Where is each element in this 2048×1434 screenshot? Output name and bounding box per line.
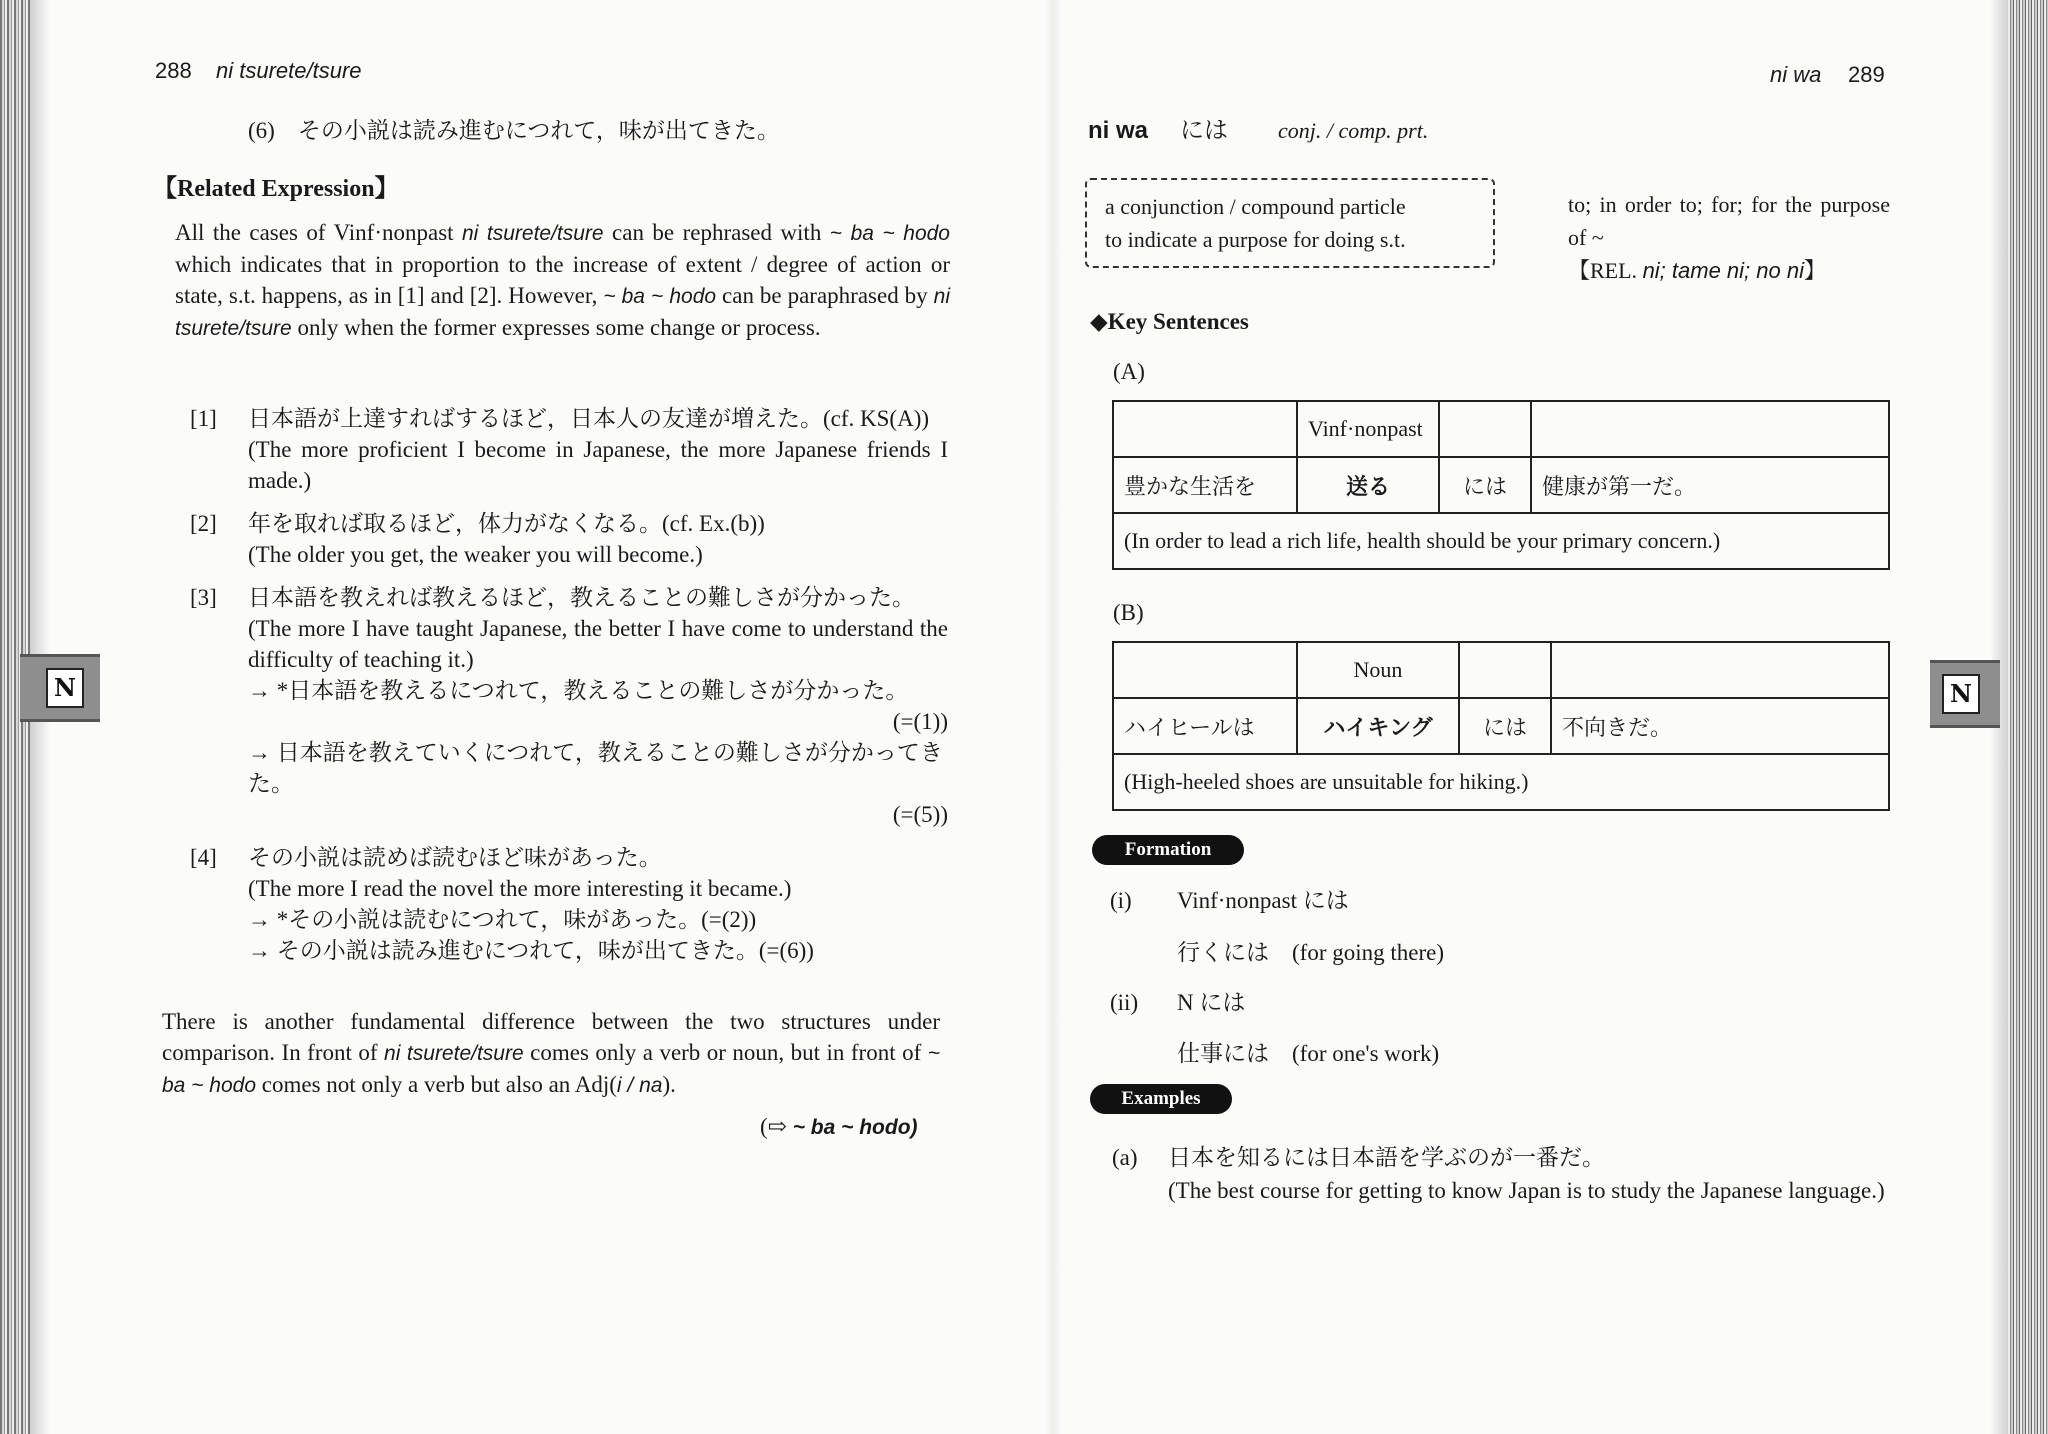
item-translation: (The more I read the novel the more interesting it became.) [248, 876, 792, 901]
cross-reference [760, 1111, 918, 1143]
italic-term: ~ ba ~ hodo [603, 285, 717, 308]
right-page-number: 289 [1848, 62, 1885, 87]
example-6: (6) その小説は読み進むにつれて，味が出てきた。 [248, 118, 780, 143]
closing-paragraph [162, 1006, 940, 1101]
book-gutter [1045, 0, 1061, 1434]
formation-i-example: 行くには [1177, 940, 1269, 965]
item-rewrite: → *その小説は読むにつれて，味があった。(=(2)) [248, 907, 757, 932]
item-number: [2] [190, 511, 217, 536]
text-run: There is another fundamental difference between the two structures under comparison. In front of [162, 1009, 940, 1065]
rel-label: 【REL. [1568, 258, 1638, 283]
entry-kana: には [1180, 118, 1229, 144]
ks-b-particle: には [1459, 698, 1551, 754]
ks-a-particle: には [1439, 457, 1531, 513]
ks-a-empty-1 [1113, 401, 1297, 457]
formation-i-num: (i) [1110, 888, 1132, 913]
text-run: which indicates that in proportion to the increase of extent / degree of action or state, s.t. happens, as in [1] and [2]. However, [175, 252, 950, 308]
italic-term: ~ ba ~ hodo [829, 222, 950, 245]
ks-b-subject: ハイヒールは [1113, 698, 1297, 754]
key-sentence-table-a [1112, 400, 1890, 570]
item-translation: (The more proficient I become in Japanese, the more Japanese friends I made.) [248, 437, 948, 493]
right-tab-letter: N [1942, 674, 1980, 714]
text-run: comes only a verb or noun, but in front of [523, 1040, 928, 1065]
related-expression-paragraph [175, 217, 950, 344]
definition-line-2: to indicate a purpose for doing s.t. [1105, 227, 1406, 252]
formation-ii-num: (ii) [1110, 990, 1139, 1015]
formation-ii-example: 仕事には [1177, 1041, 1269, 1066]
ks-a-header: Vinf·nonpast [1297, 401, 1439, 457]
text-run: only when the former expresses some change or process. [291, 315, 821, 340]
text-run: comes not only a verb but also an Adj( [256, 1072, 617, 1097]
item-number: [3] [190, 585, 217, 610]
ks-b-noun: ハイキング [1297, 698, 1459, 754]
comparison-item [190, 403, 960, 496]
item-japanese: 年を取れば取るほど，体力がなくなる。(cf. Ex.(b)) [248, 511, 765, 536]
ks-a-empty-2 [1439, 401, 1531, 457]
example-a-english: (The best course for getting to know Japan is to study the Japanese language.) [1168, 1178, 1885, 1203]
cross-ref-text: ~ ba ~ hodo) [792, 1116, 918, 1139]
italic-term: ni tsurete/tsure [462, 222, 604, 245]
left-running-head: ni tsurete/tsure [216, 58, 362, 83]
ks-a-predicate: 健康が第一だ。 [1531, 457, 1889, 513]
ks-b-label: (B) [1113, 600, 1144, 625]
item-rewrite-ref: (=(5)) [892, 802, 948, 827]
ks-a-translation: (In order to lead a rich life, health should be your primary concern.) [1113, 513, 1889, 569]
entry-part-of-speech: conj. / comp. prt. [1278, 118, 1429, 143]
comparison-item [190, 582, 960, 830]
ks-b-empty-2 [1459, 642, 1551, 698]
rel-items: ni; tame ni; no ni [1642, 258, 1804, 283]
text-run: can be rephrased with [603, 220, 830, 245]
item-translation: (The older you get, the weaker you will become.) [248, 542, 703, 567]
examples-badge: Examples [1090, 1084, 1232, 1114]
related-entries [1568, 254, 1890, 287]
italic-term: i / na [616, 1074, 663, 1097]
key-sentence-table-b [1112, 641, 1890, 811]
ks-a-subject: 豊かな生活を [1113, 457, 1297, 513]
entry-header [1088, 110, 1428, 145]
right-thumb-tab [1930, 660, 2000, 728]
comparison-item [190, 842, 960, 966]
text-run: ). [662, 1072, 676, 1097]
item-number: [4] [190, 845, 217, 870]
cross-ref-arrow: (⇨ [760, 1114, 787, 1139]
item-rewrite: → その小説は読み進むにつれて，味が出てきた。(=(6)) [248, 938, 814, 963]
rel-close: 】 [1804, 258, 1827, 283]
left-tab-letter: N [46, 668, 84, 708]
left-page-number: 288 [155, 58, 192, 83]
definition-line-1: a conjunction / compound particle [1105, 194, 1406, 219]
italic-term: ni tsurete/tsure [175, 285, 950, 340]
comparison-item [190, 508, 960, 570]
meanings-text: to; in order to; for; for the purpose of ~ [1568, 192, 1890, 250]
formation-ii-gloss: (for one's work) [1292, 1041, 1440, 1066]
example-a-num: (a) [1112, 1145, 1138, 1170]
ks-b-empty-1 [1113, 642, 1297, 698]
italic-term: ~ ba ~ hodo [162, 1042, 940, 1097]
left-thumb-tab [20, 654, 100, 722]
item-japanese: その小説は読めば読むほど味があった。 [248, 845, 662, 870]
ks-a-empty-3 [1531, 401, 1889, 457]
ks-a-verb: 送る [1297, 457, 1439, 513]
formation-i-pattern: Vinf·nonpast には [1177, 888, 1349, 913]
italic-term: ni tsurete/tsure [384, 1042, 524, 1065]
formation-badge: Formation [1092, 835, 1244, 865]
definition-box [1085, 178, 1495, 268]
item-number: [1] [190, 406, 217, 431]
example-a-japanese: 日本を知るには日本語を学ぶのが一番だ。 [1168, 1145, 1605, 1170]
meanings [1568, 188, 1890, 287]
item-rewrite: → *日本語を教えるにつれて，教えることの難しさが分かった。 [248, 678, 909, 703]
item-japanese: 日本語を教えれば教えるほど，教えることの難しさが分かった。 [248, 585, 915, 610]
item-rewrite-ref: (=(1)) [892, 709, 948, 734]
right-running-head: ni wa [1770, 62, 1822, 87]
text-run: can be paraphrased by [716, 283, 934, 308]
key-sentences-heading: ◆Key Sentences [1090, 309, 1249, 334]
comparison-examples [190, 403, 960, 978]
ks-b-predicate: 不向きだ。 [1551, 698, 1889, 754]
item-translation: (The more I have taught Japanese, the better I have come to understand the difficulty of teaching it.) [248, 616, 948, 672]
text-run: All the cases of Vinf·nonpast [175, 220, 462, 245]
related-expression-heading: 【Related Expression】 [153, 176, 399, 202]
right-page-edge [2008, 0, 2048, 1434]
item-japanese: 日本語が上達すればするほど，日本人の友達が増えた。(cf. KS(A)) [248, 406, 930, 431]
item-rewrite: → 日本語を教えていくにつれて，教えることの難しさが分かってきた。 [248, 740, 943, 796]
formation-i-gloss: (for going there) [1292, 940, 1444, 965]
ks-b-empty-3 [1551, 642, 1889, 698]
ks-b-header: Noun [1297, 642, 1459, 698]
formation-ii-pattern: N には [1177, 990, 1246, 1015]
ks-b-translation: (High-heeled shoes are unsuitable for hiking.) [1113, 754, 1889, 810]
entry-romaji: ni wa [1088, 117, 1149, 144]
ks-a-label: (A) [1113, 359, 1145, 384]
